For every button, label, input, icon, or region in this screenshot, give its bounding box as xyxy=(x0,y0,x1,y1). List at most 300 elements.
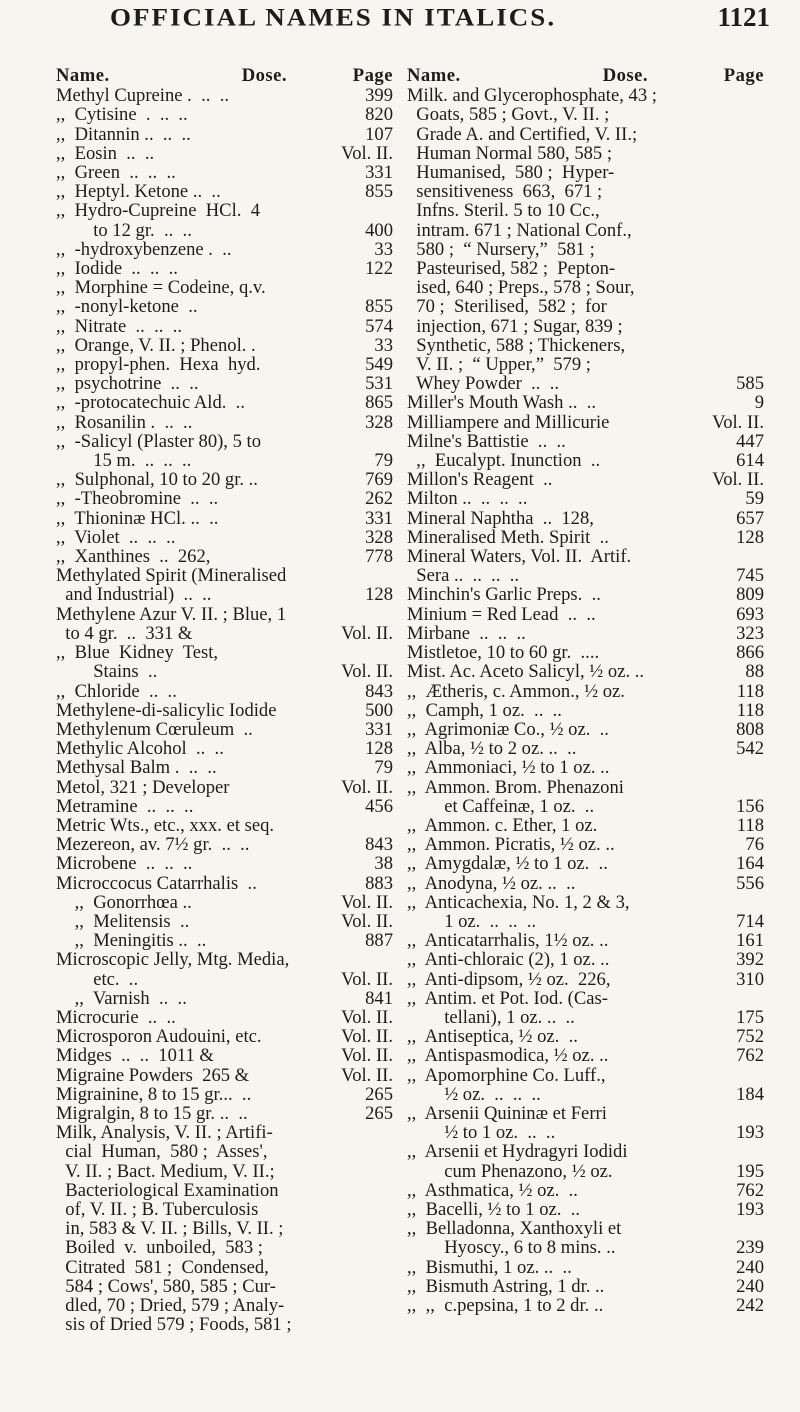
entry-page: 38 xyxy=(374,853,393,875)
entry-page: 752 xyxy=(736,1026,764,1048)
entry-text: 1 oz. .. .. .. xyxy=(407,910,537,932)
entry-page: 59 xyxy=(745,488,764,510)
index-entry xyxy=(407,528,764,547)
entry-text: 70 ; Sterilised, 582 ; for xyxy=(407,296,607,318)
entry-text: Citrated 581 ; Condensed, xyxy=(56,1256,269,1278)
index-entry xyxy=(407,1027,764,1046)
entry-page: 310 xyxy=(736,968,764,990)
entry-text: ,, Orange, V. II. ; Phenol. . xyxy=(56,334,256,356)
entry-page: 161 xyxy=(736,930,764,952)
index-entry xyxy=(56,950,393,969)
entry-text: ,, Ammoniaci, ½ to 1 oz. .. xyxy=(407,757,610,779)
entry-page: 9 xyxy=(754,392,764,414)
index-entry xyxy=(407,1066,764,1085)
entry-text: Mistletoe, 10 to 60 gr. .... xyxy=(407,642,600,664)
index-entry xyxy=(407,585,764,604)
entry-page: 240 xyxy=(736,1256,764,1278)
entry-page: 820 xyxy=(365,104,393,126)
entry-text: Synthetic, 588 ; Thickeners, xyxy=(407,334,626,356)
index-entry xyxy=(407,144,764,163)
entry-text: Boiled v. unboiled, 583 ; xyxy=(56,1237,263,1259)
index-entry xyxy=(56,797,393,816)
index-entry xyxy=(56,989,393,1008)
entry-page: 118 xyxy=(736,814,764,836)
entry-page: 33 xyxy=(374,334,393,356)
page-header xyxy=(50,2,770,36)
index-entry xyxy=(56,1066,393,1085)
index-entry xyxy=(407,182,764,201)
entry-text: Metric Wts., etc., xxx. et seq. xyxy=(56,814,275,836)
entry-text: ,, Blue Kidney Test, xyxy=(56,642,219,664)
index-entry xyxy=(56,125,393,144)
entry-text: ,, Antispasmodica, ½ oz. .. xyxy=(407,1045,609,1067)
entry-text: ,, Bismuth Astring, 1 dr. .. xyxy=(407,1275,605,1297)
entry-page: 175 xyxy=(736,1006,764,1028)
entry-page: Vol. II. xyxy=(341,1026,393,1048)
index-entry xyxy=(56,1142,393,1161)
entry-text: ,, Arsenii Quininæ et Ferri xyxy=(407,1102,607,1124)
entry-text: ,, Gonorrhœa .. xyxy=(56,891,192,913)
index-entry xyxy=(56,931,393,950)
entry-page: 328 xyxy=(365,411,393,433)
index-entry xyxy=(56,317,393,336)
entry-text: ,, Iodide .. .. .. xyxy=(56,258,178,280)
entry-text: Migralgin, 8 to 15 gr. .. .. xyxy=(56,1102,248,1124)
entry-text: Methylated Spirit (Mineralised xyxy=(56,565,287,587)
entry-text: ,, Melitensis .. xyxy=(56,910,190,932)
index-entry xyxy=(56,758,393,777)
entry-text: Methylic Alcohol .. .. xyxy=(56,738,224,760)
entry-page: 118 xyxy=(736,680,764,702)
index-entry xyxy=(407,1258,764,1277)
index-entry xyxy=(56,547,393,566)
index-entry xyxy=(56,297,393,316)
page-number: 1121 xyxy=(717,2,770,32)
index-entry xyxy=(407,1123,764,1142)
index-entry xyxy=(56,278,393,297)
entry-text: Migrainine, 8 to 15 gr... .. xyxy=(56,1083,252,1105)
entry-page: 745 xyxy=(736,565,764,587)
running-title: OFFICIAL NAMES IN ITALICS. xyxy=(110,2,557,32)
entry-text: Methylene Azur V. II. ; Blue, 1 xyxy=(56,603,287,625)
entry-page: 865 xyxy=(365,392,393,414)
index-entry xyxy=(56,970,393,989)
index-entry xyxy=(407,1085,764,1104)
entry-text: ,, Eosin .. .. xyxy=(56,142,155,164)
index-column-right xyxy=(407,66,764,1315)
index-entry xyxy=(407,893,764,912)
entry-page: 33 xyxy=(374,238,393,260)
index-entry xyxy=(56,1219,393,1238)
entry-text: to 4 gr. .. 331 & xyxy=(56,622,193,644)
index-entry xyxy=(407,758,764,777)
entry-page: 184 xyxy=(736,1083,764,1105)
index-entry xyxy=(56,259,393,278)
index-entries xyxy=(407,86,764,1315)
entry-page: 328 xyxy=(365,526,393,548)
entry-text: dled, 70 ; Dried, 579 ; Analy- xyxy=(56,1295,285,1316)
entry-text: ,, psychotrine .. .. xyxy=(56,373,199,395)
entry-text: ,, Anti-chloraic (2), 1 oz. .. xyxy=(407,949,610,971)
entry-page: 79 xyxy=(374,757,393,779)
index-entry xyxy=(56,643,393,662)
entry-text: ,, Thioninæ HCl. .. .. xyxy=(56,507,219,529)
entry-text: intram. 671 ; National Conf., xyxy=(407,219,632,241)
index-entry xyxy=(407,566,764,585)
entry-text: Midges .. .. 1011 & xyxy=(56,1045,214,1067)
index-entry xyxy=(56,393,393,412)
entry-text: Migraine Powders 265 & xyxy=(56,1064,250,1086)
index-entry xyxy=(407,1142,764,1161)
index-entry xyxy=(56,413,393,432)
entry-page: 762 xyxy=(736,1045,764,1067)
index-entry xyxy=(407,451,764,470)
entry-text: in, 583 & V. II. ; Bills, V. II. ; xyxy=(56,1218,284,1240)
entry-page: 265 xyxy=(365,1083,393,1105)
entry-text: ,, Arsenii et Hydragyri Iodidi xyxy=(407,1141,628,1163)
entry-text: Bacteriological Examination xyxy=(56,1179,279,1201)
entry-page: Vol. II. xyxy=(341,910,393,932)
entry-page: 262 xyxy=(365,488,393,510)
entry-text: Microscopic Jelly, Mtg. Media, xyxy=(56,949,290,971)
entry-text: Infns. Steril. 5 to 10 Cc., xyxy=(407,200,600,222)
index-entry xyxy=(56,509,393,528)
entry-text: Grade A. and Certified, V. II.; xyxy=(407,123,638,145)
entry-text: ,, -Salicyl (Plaster 80), 5 to xyxy=(56,430,262,452)
entry-text: ,, Cytisine . .. .. xyxy=(56,104,188,126)
column-header-dose: Dose. xyxy=(602,65,649,86)
entry-page: 128 xyxy=(365,584,393,606)
entry-text: Millon's Reagent .. xyxy=(407,469,553,491)
entry-text: Minium = Red Lead .. .. xyxy=(407,603,596,625)
entry-text: ,, Anti-dipsom, ½ oz. 226, xyxy=(407,968,611,990)
entry-text: ,, Apomorphine Co. Luff., xyxy=(407,1064,606,1086)
entry-page: 714 xyxy=(736,910,764,932)
index-entry xyxy=(56,739,393,758)
entry-text: Miller's Mouth Wash .. .. xyxy=(407,392,596,414)
entry-text: Minchin's Garlic Preps. .. xyxy=(407,584,601,606)
entry-page: Vol. II. xyxy=(712,469,764,491)
entry-page: Vol. II. xyxy=(341,1045,393,1067)
entry-text: ,, ,, c.pepsina, 1 to 2 dr. .. xyxy=(407,1295,604,1316)
entry-text: etc. .. xyxy=(56,968,139,990)
index-entry xyxy=(407,989,764,1008)
entry-text: Microccocus Catarrhalis .. xyxy=(56,872,257,894)
index-entry xyxy=(56,1104,393,1123)
entry-text: ,, Belladonna, Xanthoxyli et xyxy=(407,1218,622,1240)
entry-text: Microcurie .. .. xyxy=(56,1006,176,1028)
entry-page: 556 xyxy=(736,872,764,894)
entry-text: ,, Varnish .. .. xyxy=(56,987,187,1009)
index-entry xyxy=(407,643,764,662)
entry-page: 128 xyxy=(736,526,764,548)
index-entry xyxy=(56,528,393,547)
entry-text: Goats, 585 ; Govt., V. II. ; xyxy=(407,104,610,126)
index-entry xyxy=(56,489,393,508)
index-entry xyxy=(56,144,393,163)
entry-page: 887 xyxy=(365,930,393,952)
entry-page: Vol. II. xyxy=(341,622,393,644)
entry-text: Milton .. .. .. .. xyxy=(407,488,528,510)
index-entry xyxy=(407,1219,764,1238)
entry-page: 447 xyxy=(736,430,764,452)
index-entry xyxy=(56,201,393,220)
entry-text: ,, Anticachexia, No. 1, 2 & 3, xyxy=(407,891,630,913)
index-entry xyxy=(56,1200,393,1219)
index-entry xyxy=(56,182,393,201)
index-entry xyxy=(407,374,764,393)
column-header-page: Page xyxy=(723,65,764,86)
index-entry xyxy=(407,393,764,412)
entry-page: 193 xyxy=(736,1198,764,1220)
entry-text: ,, Xanthines .. 262, xyxy=(56,546,211,568)
entry-text: Metol, 321 ; Developer xyxy=(56,776,230,798)
entry-text: ,, Ammon. Brom. Phenazoni xyxy=(407,776,624,798)
index-entry xyxy=(407,240,764,259)
index-entry xyxy=(56,1027,393,1046)
index-entry xyxy=(407,163,764,182)
index-entry xyxy=(407,105,764,124)
column-header-name: Name. xyxy=(407,65,461,86)
entry-page: 265 xyxy=(365,1102,393,1124)
index-entry xyxy=(407,355,764,374)
index-entry xyxy=(407,854,764,873)
index-entry xyxy=(56,893,393,912)
entry-text: Hyoscy., 6 to 8 mins. .. xyxy=(407,1237,616,1259)
entry-text: Mineral Waters, Vol. II. Artif. xyxy=(407,546,632,568)
column-header-page: Page xyxy=(352,65,393,86)
index-entry xyxy=(56,720,393,739)
column-header-name: Name. xyxy=(56,65,110,86)
entry-text: ,, Asthmatica, ½ oz. .. xyxy=(407,1179,578,1201)
entry-text: ,, Green .. .. .. xyxy=(56,162,176,184)
entry-page: 323 xyxy=(736,622,764,644)
entry-text: ,, Ætheris, c. Ammon., ½ oz. xyxy=(407,680,625,702)
entry-text: et Caffeinæ, 1 oz. .. xyxy=(407,795,595,817)
entry-text: Methysal Balm . .. .. xyxy=(56,757,217,779)
index-entry xyxy=(56,701,393,720)
entry-page: 456 xyxy=(365,795,393,817)
entry-text: Microsporon Audouini, etc. xyxy=(56,1026,262,1048)
entry-text: ,, Anticatarrhalis, 1½ oz. .. xyxy=(407,930,609,952)
entry-page: 122 xyxy=(365,258,393,280)
entry-page: 242 xyxy=(736,1295,764,1316)
index-entry xyxy=(407,1296,764,1315)
entry-text: tellani), 1 oz. .. .. xyxy=(407,1006,575,1028)
index-entries xyxy=(56,86,393,1334)
index-entry xyxy=(407,413,764,432)
entry-page: 855 xyxy=(365,181,393,203)
entry-text: Methylenum Cœruleum .. xyxy=(56,718,253,740)
index-entry xyxy=(56,1085,393,1104)
index-entry xyxy=(407,931,764,950)
entry-text: ,, Ammon. c. Ether, 1 oz. xyxy=(407,814,598,836)
entry-page: 855 xyxy=(365,296,393,318)
entry-page: 331 xyxy=(365,718,393,740)
index-entry xyxy=(407,489,764,508)
entry-page: 769 xyxy=(365,469,393,491)
entry-text: ½ to 1 oz. .. .. xyxy=(407,1122,556,1144)
entry-text: and Industrial) .. .. xyxy=(56,584,212,606)
column-header-dose: Dose. xyxy=(241,65,288,86)
entry-text: 584 ; Cows', 580, 585 ; Cur- xyxy=(56,1275,276,1297)
index-entry xyxy=(56,1315,393,1334)
entry-text: 580 ; “ Nursery,” 581 ; xyxy=(407,238,595,260)
index-entry xyxy=(56,1258,393,1277)
index-entry xyxy=(407,336,764,355)
entry-text: ,, propyl-phen. Hexa hyd. xyxy=(56,354,261,376)
entry-text: ,, Anodyna, ½ oz. .. .. xyxy=(407,872,576,894)
entry-text: ,, -protocatechuic Ald. .. xyxy=(56,392,245,414)
entry-text: Mirbane .. .. .. xyxy=(407,622,526,644)
index-entry xyxy=(407,278,764,297)
entry-page: 156 xyxy=(736,795,764,817)
index-entry xyxy=(56,566,393,585)
entry-text: Sera .. .. .. .. xyxy=(407,565,520,587)
entry-text: ,, Antim. et Pot. Iod. (Cas- xyxy=(407,987,608,1009)
entry-page: 531 xyxy=(365,373,393,395)
entry-text: Milliampere and Millicurie xyxy=(407,411,610,433)
entry-text: ,, Morphine = Codeine, q.v. xyxy=(56,277,266,299)
entry-text: ,, Nitrate .. .. .. xyxy=(56,315,182,337)
entry-text: cum Phenazono, ½ oz. xyxy=(407,1160,613,1182)
index-entry xyxy=(407,317,764,336)
index-entry xyxy=(407,221,764,240)
entry-page: 866 xyxy=(736,642,764,664)
index-entry xyxy=(56,874,393,893)
entry-page: 883 xyxy=(365,872,393,894)
entry-text: Milk, Analysis, V. II. ; Artifi- xyxy=(56,1122,273,1144)
entry-text: ,, Agrimoniæ Co., ½ oz. .. xyxy=(407,718,609,740)
entry-text: injection, 671 ; Sugar, 839 ; xyxy=(407,315,623,337)
index-entry xyxy=(56,912,393,931)
index-entry xyxy=(56,432,393,451)
index-entry xyxy=(56,624,393,643)
index-entry xyxy=(56,1277,393,1296)
entry-page: 778 xyxy=(365,546,393,568)
index-entry xyxy=(407,874,764,893)
entry-text: ,, Violet .. .. .. xyxy=(56,526,176,548)
entry-text: ,, Sulphonal, 10 to 20 gr. .. xyxy=(56,469,258,491)
index-entry xyxy=(56,1238,393,1257)
index-entry xyxy=(407,1277,764,1296)
entry-page: 164 xyxy=(736,853,764,875)
entry-text: Human Normal 580, 585 ; xyxy=(407,142,613,164)
entry-text: Milne's Battistie .. .. xyxy=(407,430,566,452)
index-entry xyxy=(56,163,393,182)
entry-page: 240 xyxy=(736,1275,764,1297)
index-entry xyxy=(56,854,393,873)
entry-text: Mineralised Meth. Spirit .. xyxy=(407,526,609,548)
entry-text: Whey Powder .. .. xyxy=(407,373,560,395)
index-entry xyxy=(56,1162,393,1181)
entry-text: ised, 640 ; Preps., 578 ; Sour, xyxy=(407,277,635,299)
entry-text: V. II. ; “ Upper,” 579 ; xyxy=(407,354,591,376)
index-entry xyxy=(407,682,764,701)
entry-page: 843 xyxy=(365,680,393,702)
index-entry xyxy=(56,1181,393,1200)
index-entry xyxy=(407,624,764,643)
index-entry xyxy=(56,355,393,374)
entry-text: Mezereon, av. 7½ gr. .. .. xyxy=(56,834,250,856)
index-entry xyxy=(56,470,393,489)
index-entry xyxy=(407,1162,764,1181)
entry-text: sensitiveness 663, 671 ; xyxy=(407,181,603,203)
index-entry xyxy=(407,970,764,989)
index-entry xyxy=(56,605,393,624)
index-entry xyxy=(56,336,393,355)
entry-text: Stains .. xyxy=(56,661,158,683)
entry-page: 239 xyxy=(736,1237,764,1259)
entry-page: 693 xyxy=(736,603,764,625)
index-entry xyxy=(56,451,393,470)
entry-text: ,, Alba, ½ to 2 oz. .. .. xyxy=(407,738,577,760)
index-entry xyxy=(407,509,764,528)
entry-page: 574 xyxy=(365,315,393,337)
entry-page: 841 xyxy=(365,987,393,1009)
index-entry xyxy=(56,778,393,797)
entry-text: 15 m. .. .. .. xyxy=(56,450,192,472)
entry-page: 549 xyxy=(365,354,393,376)
entry-text: ,, -nonyl-ketone .. xyxy=(56,296,198,318)
index-entry xyxy=(407,739,764,758)
index-entry xyxy=(407,797,764,816)
index-entry xyxy=(407,662,764,681)
entry-page: Vol. II. xyxy=(341,776,393,798)
entry-page: 331 xyxy=(365,507,393,529)
index-entry xyxy=(56,240,393,259)
index-entry xyxy=(407,1238,764,1257)
entry-page: Vol. II. xyxy=(341,1006,393,1028)
index-entry xyxy=(56,105,393,124)
index-entry xyxy=(56,835,393,854)
index-entry xyxy=(56,374,393,393)
entry-page: 76 xyxy=(745,834,764,856)
entry-text: cial Human, 580 ; Asses', xyxy=(56,1141,268,1163)
entry-text: ,, Amygdalæ, ½ to 1 oz. .. xyxy=(407,853,608,875)
entry-page: Vol. II. xyxy=(712,411,764,433)
entry-text: ,, -hydroxybenzene . .. xyxy=(56,238,232,260)
entry-page: 843 xyxy=(365,834,393,856)
entry-page: Vol. II. xyxy=(341,891,393,913)
entry-page: 808 xyxy=(736,718,764,740)
entry-text: ,, Ammon. Picratis, ½ oz. .. xyxy=(407,834,615,856)
index-entry xyxy=(407,720,764,739)
entry-text: Metramine .. .. .. xyxy=(56,795,194,817)
entry-text: ,, Heptyl. Ketone .. .. xyxy=(56,181,221,203)
index-entry xyxy=(407,201,764,220)
entry-text: Microbene .. .. .. xyxy=(56,853,193,875)
entry-page: 331 xyxy=(365,162,393,184)
index-entry xyxy=(407,1008,764,1027)
entry-page: Vol. II. xyxy=(341,661,393,683)
entry-text: ,, Hydro-Cupreine HCl. 4 xyxy=(56,200,260,222)
index-entry xyxy=(407,605,764,624)
entry-text: ,, Bacelli, ½ to 1 oz. .. xyxy=(407,1198,580,1220)
entry-text: ,, Meningitis .. .. xyxy=(56,930,207,952)
entry-page: Vol. II. xyxy=(341,1064,393,1086)
entry-page: 79 xyxy=(374,450,393,472)
entry-page: 399 xyxy=(365,85,393,107)
index-entry xyxy=(56,221,393,240)
index-entry xyxy=(407,547,764,566)
entry-text: ,, Antiseptica, ½ oz. .. xyxy=(407,1026,578,1048)
entry-text: Humanised, 580 ; Hyper- xyxy=(407,162,615,184)
entry-text: ,, Ditannin .. .. .. xyxy=(56,123,191,145)
entry-text: Milk. and Glycerophosphate, 43 ; xyxy=(407,85,657,107)
index-entry xyxy=(407,259,764,278)
index-entry xyxy=(56,585,393,604)
